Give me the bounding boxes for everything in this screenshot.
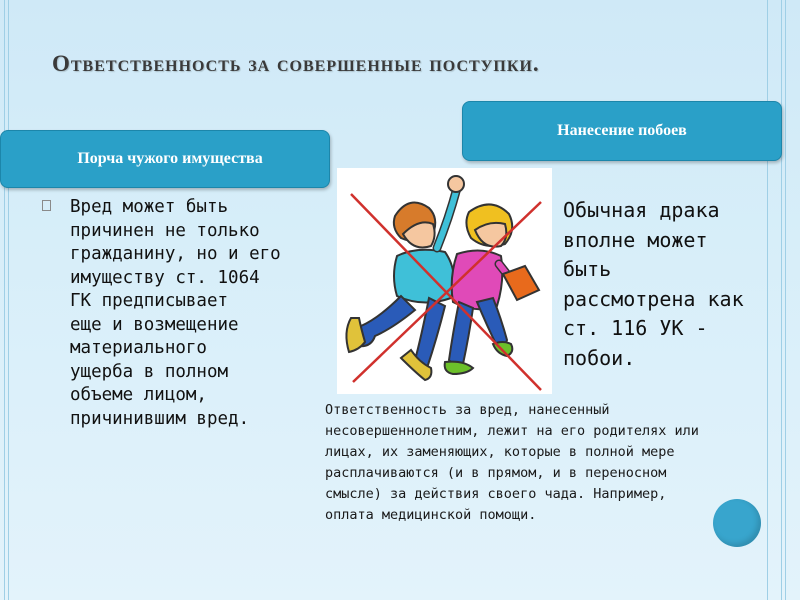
tab-battery-label: Нанесение побоев <box>557 122 687 139</box>
left-bullet <box>46 196 316 431</box>
decorative-circle <box>713 499 761 547</box>
battery-text: Обычная драка вполне может быть рассмотрена как ст. 116 УК - побои. <box>563 198 744 370</box>
fighting-boys-illustration <box>337 168 552 394</box>
tab-property-damage-label: Порча чужого имущества <box>77 150 263 167</box>
parental-liability-note: Ответственность за вред, нанесенный несовершеннолетним, лежит на его родителях или лицах, их заменяющих, которые в полной мере расплачиваются (и в прямом, и в переносном смысле) за действия своего чада. Например, оплата медицинской помощи. <box>325 402 699 523</box>
boy-right <box>445 204 539 374</box>
frame-line <box>785 0 786 600</box>
frame-line <box>8 0 9 600</box>
fight-image-icon <box>337 168 552 394</box>
tab-property-damage <box>0 130 330 188</box>
square-bullet-icon <box>42 200 51 211</box>
frame-line <box>781 0 782 600</box>
left-bullet-text: Вред может быть причинен не только гражданину, но и его имуществу ст. 1064 ГК предписывает еще и возмещение материального ущерба в полном объеме лицом, причинившим вред. <box>70 197 281 429</box>
tab-battery <box>462 101 782 161</box>
frame-line <box>4 0 5 600</box>
slide-title: Ответственность за совершенные поступки. <box>52 51 540 76</box>
